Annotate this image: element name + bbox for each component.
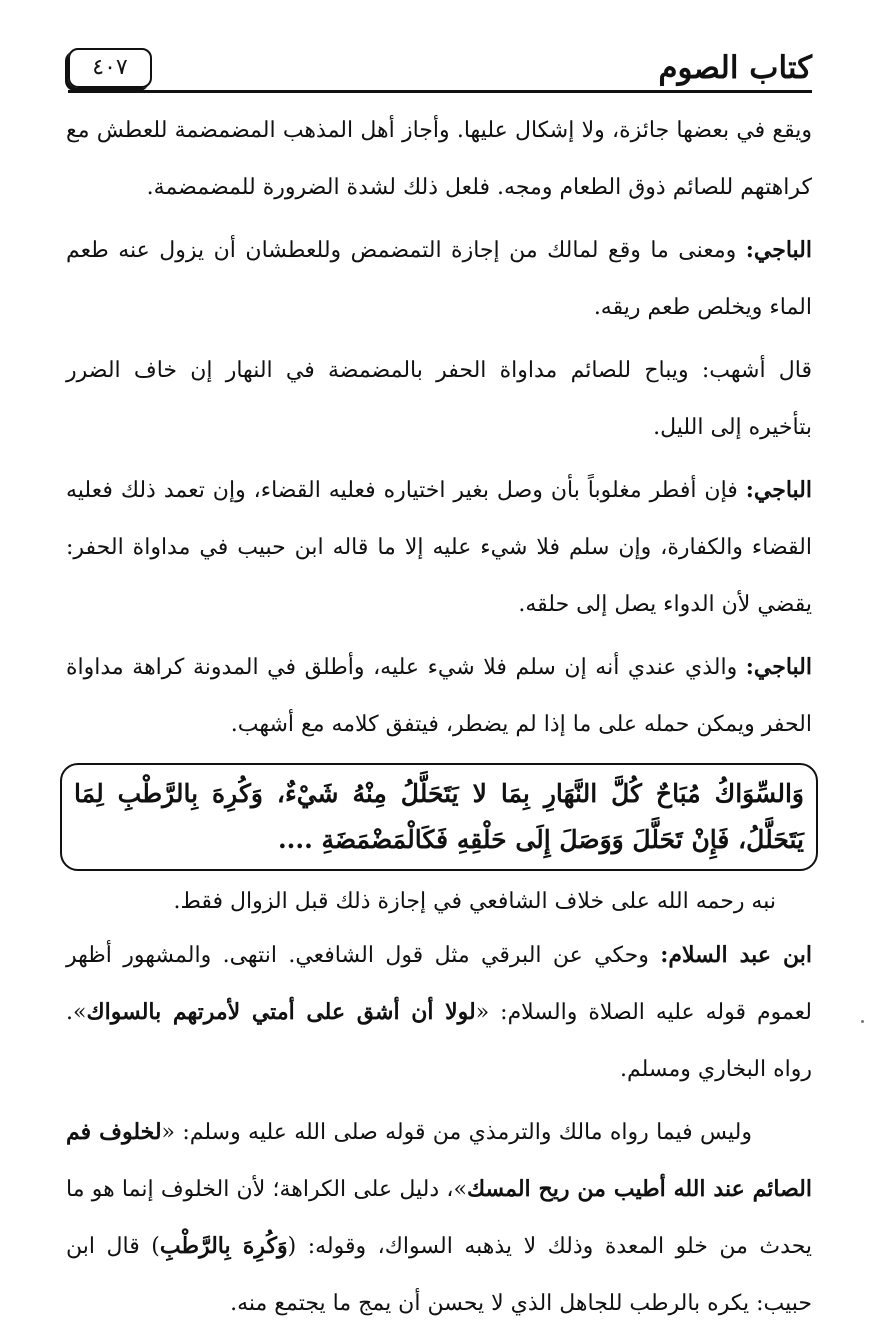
paragraph-text: »، دليل على الكراهة؛ لأن الخلوف إنما هو ما يحدث من خلو المعدة وذلك لا يذهبه السواك، وقوله: ( (66, 1177, 813, 1259)
paragraph (66, 102, 812, 216)
paragraph-text: ويقع في بعضها جائزة، ولا إشكال عليها. وأجاز أهل المذهب المضمضمة للعطش مع كراهتهم للصائم ذوق الطعام ومجه. فلعل ذلك لشدة الضرورة للمضمضمة. (66, 118, 812, 200)
paragraph-text: فإن أفطر مغلوباً بأن وصل بغير اختياره فعليه القضاء، وإن تعمد ذلك فعليه القضاء والكفارة، وإن سلم فلا شيء عليه إلا ما قاله ابن حبيب في مداواة الحفر: يقضي لأن الدواء يصل إلى حلقه. (66, 478, 812, 617)
paragraph (66, 639, 812, 753)
paragraph-text: ومعنى ما وقع لمالك من إجازة التمضمض وللعطشان أن يزول عنه طعم الماء ويخلص طعم ريقه. (66, 238, 812, 320)
hadith-quote: لولا أن أشق على أمتي لأمرتهم بالسواك (86, 999, 476, 1025)
paragraph (66, 1104, 812, 1332)
page-header (68, 44, 812, 94)
paragraph (66, 927, 812, 1098)
matn-quote-box: وَالسِّوَاكُ مُبَاحٌ كُلَّ النَّهَارِ بِمَا لا يَتَحَلَّلُ مِنْهُ شَيْءٌ، وَكُرِهَ بِالرَّطْبِ لِمَا يَتَحَلَّلُ، فَإِنْ تَحَلَّلَ وَوَصَلَ إِلَى حَلْقِهِ فَكَالْمَضْمَضَةِ .... (60, 763, 818, 871)
paragraph-text: ) قال ابن حبيب: يكره بالرطب للجاهل الذي لا يحسن أن يمج ما يجتمع منه. (66, 1234, 812, 1316)
chapter-title: كتاب الصوم (658, 50, 812, 86)
hadith-quote: لخلوف فم الصائم عند الله أطيب من ريح المسك (66, 1119, 812, 1202)
paragraph-text: والذي عندي أنه إن سلم فلا شيء عليه، وأطلق في المدونة كراهة مداواة الحفر ويمكن حمله على ما إذا لم يضطر، فيتفق كلامه مع أشهب. (66, 655, 812, 737)
page-body (66, 102, 812, 1338)
scan-speck (861, 1020, 864, 1023)
paragraph-text: قال أشهب: ويباح للصائم مداواة الحفر بالمضمضة في النهار إن خاف الضرر بتأخيره إلى الليل. (66, 358, 812, 440)
matn-reference: وَكُرِهَ بِالرَّطْبِ (159, 1233, 288, 1259)
paragraph (66, 222, 812, 336)
paragraph (66, 342, 812, 456)
paragraph-text: ». رواه البخاري ومسلم. (66, 1000, 812, 1082)
speaker-label: ابن عبد السلام: (660, 942, 812, 968)
paragraph-text: وليس فيما رواه مالك والترمذي من قوله صلى الله عليه وسلم: « (161, 1120, 752, 1145)
header-rule (68, 90, 812, 93)
paragraph-text: وحكي عن البرقي مثل قول الشافعي. انتهى. والمشهور أظهر لعموم قوله عليه الصلاة والسلام: « (66, 943, 812, 1025)
commentary-note: نبه رحمه الله على خلاف الشافعي في إجازة ذلك قبل الزوال فقط. (173, 889, 776, 914)
speaker-label: الباجي: (745, 654, 812, 680)
speaker-label: الباجي: (745, 237, 812, 263)
page-number-badge: ٤٠٧ (68, 48, 152, 88)
paragraph (66, 462, 812, 633)
speaker-label: الباجي: (745, 477, 812, 503)
